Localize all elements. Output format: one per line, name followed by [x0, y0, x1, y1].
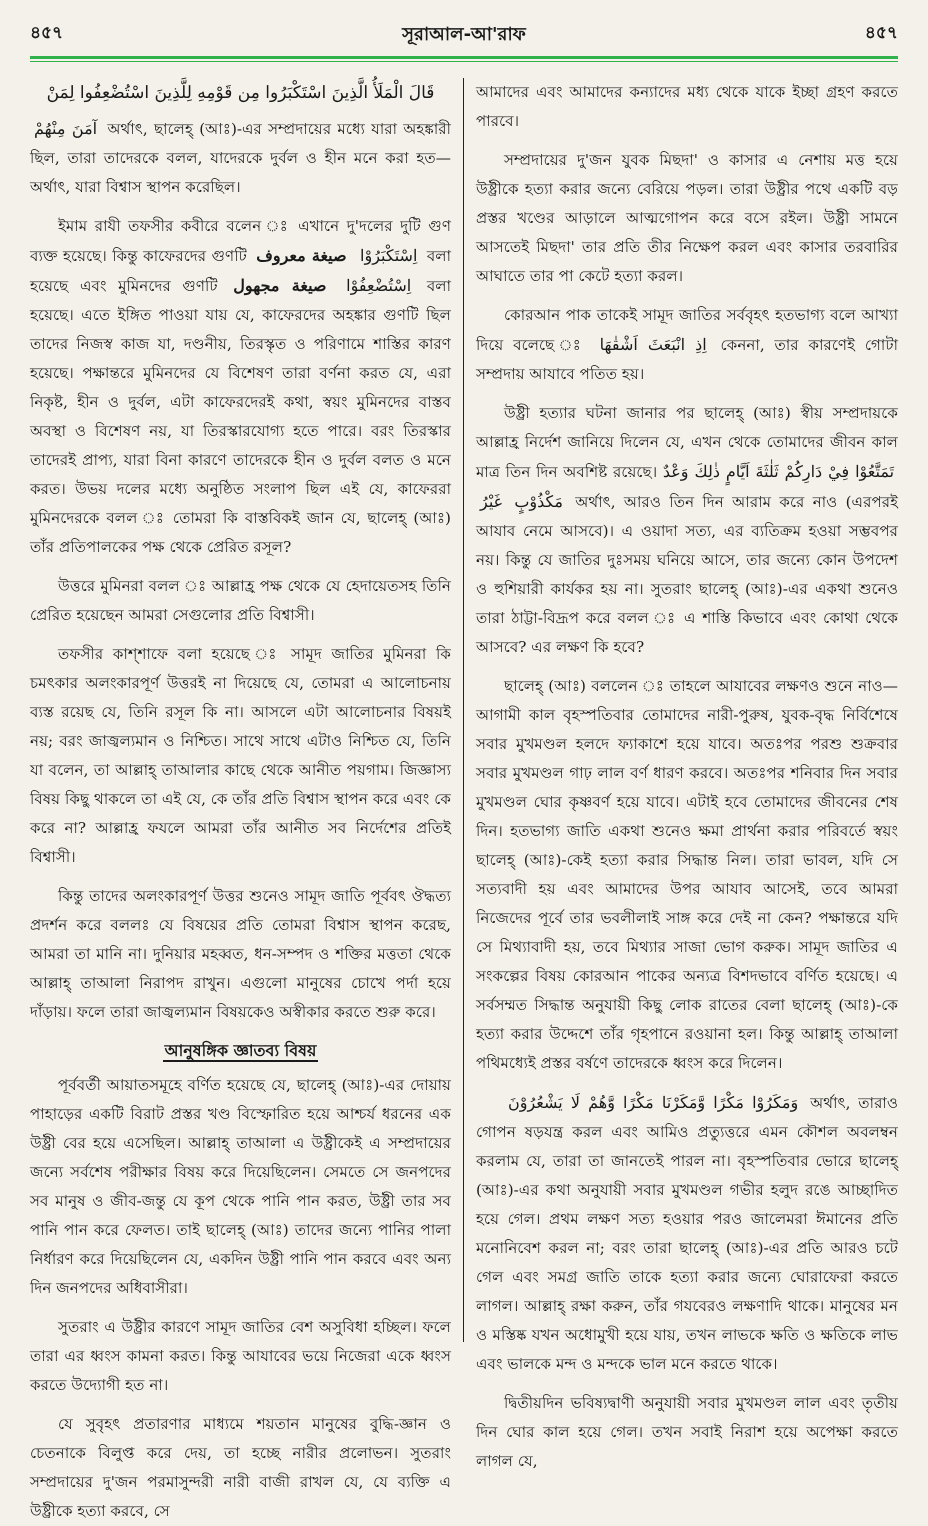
- paragraph: পূর্ববর্তী আয়াতসমূহে বর্ণিত হয়েছে যে, ছালেহ্ (আঃ)-এর দোয়ায় পাহাড়ের একটি বিরাট প্রস্তর খণ্ড বিস্ফোরিত হয়ে আশ্চর্য ধরনের এক উষ্ট্রী বের হয়ে এসেছিল। আল্লাহ্ তাআলা এ উষ্ট্রীকেই এ সম্প্রদায়ের জন্যে সর্বশেষ পরীক্ষার বিষয় করে দিয়েছিলেন। সেমতে সে জনপদের সব মানুষ ও জীব-জন্তু যে কূপ থেকে পানি পান করত, উষ্ট্রী তার সব পানি পান করে ফেলত। তাই ছালেহ্ (আঃ) তাদের জন্যে পানির পালা নির্ধারণ করে দিয়েছিলেন যে, একদিন উষ্ট্রী পানি পান করবে এবং অন্য দিন জনপদের অধিবাসীরা।: [30, 1076, 451, 1297]
- paragraph: উত্তরে মুমিনরা বলল ঃ আল্লাহ্র পক্ষ থেকে যে হেদায়েতসহ তিনি প্রেরিত হয়েছেন আমরা সেগুলোর প্রতি বিশ্বাসী।: [30, 577, 451, 624]
- paragraph-text: কেননা, তার কারণেই গোটা সম্প্রদায় আযাবে পতিত হয়।: [476, 336, 899, 383]
- paragraph: দ্বিতীয়দিন ভবিষ্যদ্বাণী অনুযায়ী সবার মুখমণ্ডল লাল এবং তৃতীয় দিন ঘোর কাল হয়ে গেল। তখন সবাই নিরাশ হয়ে অপেক্ষা করতে লাগল যে,: [476, 1394, 898, 1470]
- paragraph-text: ইমাম রাযী তফসীর কবীরে বলেন ঃ এখানে দু'দলের দুটি গুণ ব্যক্ত হয়েছে। কিন্তু কাফেরদের গুণটি: [30, 217, 451, 265]
- surah-title: সূরাআল-আ'রাফ: [402, 24, 526, 45]
- paragraph: ছালেহ্ (আঃ) বললেন ঃ তাহলে আযাবের লক্ষণও শুনে নাও—আগামী কাল বৃহস্পতিবার তোমাদের নারী-পুরুষ, যুবক-বৃদ্ধ নির্বিশেষে সবার মুখমণ্ডল হলদে ফ্যাকাশে হয়ে যাবে। অতঃপর পরশু শুক্রবার সবার মুখমণ্ডল গাঢ় লাল বর্ণ ধারণ করবে। অতঃপর শনিবার দিন সবার মুখমণ্ডল ঘোর কৃষ্ণবর্ণ হয়ে যাবে। এটাই হবে তোমাদের জীবনের শেষ দিন। হতভাগ্য জাতি একথা শুনেও ক্ষমা প্রার্থনা করার পরিবর্তে স্বয়ং ছালেহ্ (আঃ)-কেই হত্যা করার সিদ্ধান্ত নিল। তারা ভাবল, যদি সে সত্যবাদী হয় এবং আমাদের উপর আযাব আসেই, তবে আমরা নিজেদের পূর্বে তার ভবলীলাই সাঙ্গ করে দেই না কেন? পক্ষান্তরে যদি সে মিথ্যাবাদী হয়, তবে মিথ্যার সাজা ভোগ করুক। সামূদ জাতির এ সংকল্পের বিষয় কোরআন পাকের অন্যত্র বিশদভাবে বর্ণিত হয়েছে। এ সর্বসম্মত সিদ্ধান্ত অনুযায়ী কিছু লোক রাতের বেলা ছালেহ্ (আঃ)-কে হত্যা করার উদ্দেশে তাঁর গৃহপানে রওয়ানা হল। কিন্তু আল্লাহ্ তাআলা পথিমধ্যেই প্রস্তর বর্ষণে তাদেরকে ধ্বংস করে দিলেন।: [476, 677, 898, 1072]
- arabic-inline: صيغة معروف: [256, 246, 347, 265]
- header-rule-thin: [30, 61, 898, 62]
- paragraph-text: অর্থাৎ, তারাও গোপন ষড়যন্ত্র করল এবং আমিও প্রত্যুত্তরে এমন কৌশল অবলম্বন করলাম যে, তারা তা জানতেই পারল না। বৃহস্পতিবার ভোরে ছালেহ্ (আঃ)-এর কথা অনুযায়ী সবার মুখমণ্ডল গভীর হলুদ রঙে আচ্ছাদিত হয়ে গেল। প্রথম লক্ষণ সত্য হওয়ার পরও জালেমরা ঈমানের প্রতি মনোনিবেশ করল না; বরং তারা ছালেহ্ (আঃ)-এর প্রতি আরও চটে গেল এবং সমগ্র জাতি তাকে হত্যা করার জন্যে ঘোরাফেরা করতে লাগল। আল্লাহ্ রক্ষা করুন, তাঁর গযবেরও লক্ষণাদি থাকে। মানুষের মন ও মস্তিষ্ক যখন অধোমুখী হয়ে যায়, তখন লাভকে ক্ষতি ও ক্ষতিকে লাভ এবং ভালকে মন্দ ও মন্দকে ভাল মনে করতে থাকে।: [476, 1094, 899, 1373]
- arabic-verse-heading: قَالَ الْمَلَأُ الَّذِينَ اسْتَكْبَرُوا مِن قَوْمِهِ لِلَّذِينَ اسْتُضْعِفُوا لِمَنْ: [46, 83, 435, 103]
- left-column: [30, 78, 464, 1520]
- paragraph-text: অর্থাৎ, ছালেহ্ (আঃ)-এর সম্প্রদায়ের মধ্যে যারা অহঙ্কারী ছিল, তারা তাদেরকে বলল, যাদেরকে দুর্বল ও হীন মনে করা হত—অর্থাৎ, যারা বিশ্বাস স্থাপন করেছিল।: [30, 120, 452, 196]
- paragraph: তফসীর কাশ্শাফে বলা হয়েছে ঃ সামূদ জাতির মুমিনরা কি চমৎকার অলংকারপূর্ণ উত্তরই না দিয়েছে যে, তোমরা এ আলোচনায় ব্যস্ত রয়েছ যে, তিনি রসূল কি না। আসলে এটা আলোচনার বিষয়ই নয়; বরং জাজ্বল্যমান ও নিশ্চিত। সাথে সাথে এটাও নিশ্চিত যে, তিনি যা বলেন, তা আল্লাহ্ তাআলার কাছে থেকে আনীত পয়গাম। জিজ্ঞাস্য বিষয় কিছু থাকলে তা এই যে, কে তাঁর প্রতি বিশ্বাস স্থাপন করে এবং কে করে না? আল্লাহ্র ফযলে আমরা তাঁর আনীত সব নির্দেশের প্রতিই বিশ্বাসী।: [30, 645, 451, 866]
- paragraph: [476, 301, 898, 389]
- page-number-left: ৪৫৭: [30, 23, 64, 43]
- text-columns: [30, 78, 899, 1520]
- arabic-inline: اِسْتَكْبَرُوْا: [360, 246, 418, 265]
- paragraph: [476, 1088, 898, 1379]
- paragraph-text: বলা হয়েছে। এতে ইঙ্গিত পাওয়া যায় যে, কাফেরদের অহঙ্কার গুণটি ছিল তাদের নিজস্ব কাজ যা, দণ্ডনীয়, তিরস্কৃত ও পরিণামে শাস্তির কারণ হয়েছে। পক্ষান্তরে মুমিনদের যে বিশেষণ তারা বর্ণনা করত যে, এরা নিকৃষ্ট, হীন ও দুর্বল, এটা কাফেরদেরই কথা, স্বয়ং মুমিনদের বাস্তব অবস্থা ও বিশেষণ নয়, যা তিরস্কারযোগ্য হতে পারে। বরং তিরস্কার তাদেরই প্রাপ্য, যারা বিনা কারণে তাদেরকে হীন ও দুর্বল বলত ও মনে করত। উভয় দলের মধ্যে অনুষ্ঠিত সংলাপ ছিল এই যে, কাফেররা মুমিনদেরকে বলল ঃ তোমরা কি বাস্তবিকই জান যে, ছালেহ্ (আঃ) তাঁর প্রতিপালকের পক্ষ থেকে প্রেরিত রসূল?: [30, 277, 452, 556]
- arabic-inline: آمَنَ مِنْهُمْ: [34, 119, 98, 138]
- subheading-text: আনুষঙ্গিক জ্ঞাতব্য বিষয়: [164, 1041, 317, 1060]
- paragraph: সম্প্রদায়ের দু'জন যুবক মিছদা' ও কাসার এ নেশায় মত্ত হয়ে উষ্ট্রীকে হত্যা করার জন্যে বেরিয়ে পড়ল। তারা উষ্ট্রীর পথে একটি বড় প্রস্তর খণ্ডের আড়ালে আত্মগোপন করে বসে রইল। উষ্ট্রী সামনে আসতেই মিছদা' তার প্রতি তীর নিক্ষেপ করল এবং কাসার তরবারির আঘাতে তার পা কেটে হত্যা করল।: [476, 151, 898, 285]
- paragraph-text: উষ্ট্রী হত্যার ঘটনা জানার পর ছালেহ্ (আঃ) স্বীয় সম্প্রদায়কে আল্লাহ্র নির্দেশ জানিয়ে দিলেন যে, এখন থেকে তোমাদের জীবন কাল মাত্র তিন দিন অবশিষ্ট রয়েছে।: [476, 404, 898, 481]
- section-subheading: [30, 1037, 451, 1065]
- arabic-inline: اِسْتُضْعِفُوْا: [346, 276, 412, 295]
- paragraph: যে সুবৃহৎ প্রতারণার মাধ্যমে শয়তান মানুষের বুদ্ধি-জ্ঞান ও চেতনাকে বিলুপ্ত করে দেয়, তা হচ্ছে নারীর প্রলোভন। সুতরাং সম্প্রদায়ের দু'জন পরমাসুন্দরী নারী বাজী রাখল যে, যে ব্যক্তি এ উষ্ট্রীকে হত্যা করবে, সে: [30, 1415, 452, 1520]
- paragraph-text: কোরআন পাক তাকেই সামূদ জাতির সর্ববৃহৎ হতভাগ্য বলে আখ্যা দিয়ে বলেছে ঃ: [476, 306, 898, 354]
- paragraph: [30, 114, 451, 202]
- paragraph-text: বলা হয়েছে এবং মুমিনদের গুণটি: [30, 247, 452, 295]
- page-number-right: ৪৫৭: [864, 23, 898, 43]
- header-rule: [30, 56, 898, 59]
- page-header: [30, 14, 898, 58]
- paragraph: আমাদের এবং আমাদের কন্যাদের মধ্য থেকে যাকে ইচ্ছা গ্রহণ করতে পারবে।: [476, 83, 898, 130]
- right-column: [464, 78, 899, 1470]
- paragraph-text: অর্থাৎ, আরও তিন দিন আরাম করে নাও (এরপরই আযাব নেমে আসবে)। এ ওয়াদা সত্য, এর ব্যতিক্রম হওয়া সম্ভবপর নয়। কিন্তু যে জাতির দুঃসময় ঘনিয়ে আসে, তার জন্যে কোন উপদেশ ও হুশিয়ারী কার্যকর হয় না। সুতরাং ছালেহ্ (আঃ)-এর একথা শুনেও তারা ঠাট্টা-বিদ্রূপ করে বলল ঃ এ শাস্তি কিভাবে এবং কোথা থেকে আসবে? এর লক্ষণ কি হবে?: [476, 493, 899, 656]
- paragraph: [30, 212, 451, 562]
- paragraph: [476, 399, 898, 662]
- arabic-inline: اِذِ انْبَعَثَ اَشْقٰهَا: [599, 335, 707, 354]
- paragraph: সুতরাং এ উষ্ট্রীর কারণে সামূদ জাতির বেশ অসুবিধা হচ্ছিল। ফলে তারা এর ধ্বংস কামনা করত। কিন্তু আযাবের ভয়ে নিজেরা একে ধ্বংস করতে উদ্যোগী হত না।: [30, 1318, 451, 1394]
- paragraph: কিন্তু তাদের অলংকারপূর্ণ উত্তর শুনেও সামূদ জাতি পূর্ববৎ ঔদ্ধত্য প্রদর্শন করে বললঃ যে বিষয়ের প্রতি তোমরা বিশ্বাস স্থাপন করেছ, আমরা তা মানি না। দুনিয়ার মহব্বত, ধন-সম্পদ ও শক্তির মত্ততা থেকে আল্লাহ্ তাআলা নিরাপদ রাখুন। এগুলো মানুষের চোখে পর্দা হয়ে দাঁড়ায়। ফলে তারা জাজ্বল্যমান বিষয়কেও অস্বীকার করতে শুরু করে।: [30, 887, 451, 1021]
- arabic-inline: وَمَكَرُوْا مَكْرًا وَّمَكَرْنَا مَكْرًا وَّهُمْ لَا يَشْعُرُوْنَ: [508, 1093, 799, 1112]
- arabic-inline: صيغة مجهول: [233, 276, 327, 295]
- arabic-inline: تَمَتَّعُوْا فِيْ دَارِكُمْ ثَلٰثَةَ اَيَّامٍ ذٰلِكَ وَعْدٌ غَيْرُ: [480, 462, 895, 511]
- arabic-inline: مَكْذُوْبٍ: [514, 492, 563, 511]
